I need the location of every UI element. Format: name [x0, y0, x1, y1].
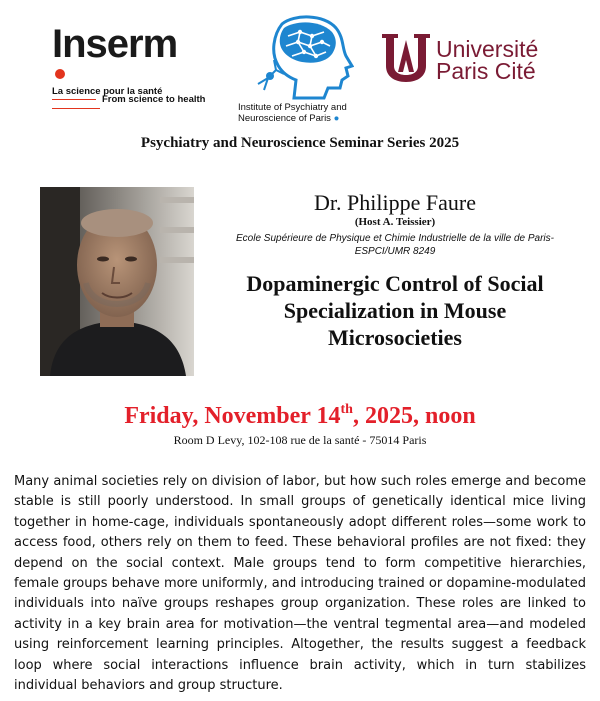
affiliation-line2: ESPCI/UMR 8249 — [354, 246, 436, 257]
inserm-dot-icon — [55, 69, 65, 79]
ipnp-name-line2: Neuroscience of Paris — [238, 113, 331, 124]
event-date — [0, 402, 600, 430]
talk-title-line3: Microsocieties — [328, 325, 462, 350]
upc-wordmark — [436, 38, 538, 82]
date-prefix: Friday, November 14 — [124, 403, 341, 429]
upc-emblem-icon — [378, 32, 434, 84]
talk-title-line2: Specialization in Mouse — [283, 298, 507, 323]
inserm-tagline-fr: La science pour la santé — [52, 86, 163, 97]
event-venue: Room D Levy, 102-108 rue de la santé - 75014 Paris — [173, 433, 427, 447]
speaker-name: Dr. Philippe Faure — [314, 190, 476, 215]
brain-head-icon — [254, 14, 354, 100]
date-suffix: , 2025, noon — [352, 403, 476, 429]
date-ordinal: th — [340, 402, 353, 417]
host-line: (Host A. Teissier) — [354, 216, 436, 228]
speaker-affiliation — [210, 232, 580, 258]
inserm-rule — [52, 108, 100, 109]
ipnp-name-line1: Institute of Psychiatry and — [238, 102, 347, 113]
talk-title — [210, 270, 580, 351]
ipnp-name — [238, 102, 347, 124]
upc-wordmark-line2: Paris Cité — [436, 58, 536, 84]
ipnp-logo — [232, 14, 372, 124]
abstract-text: Many animal societies rely on division of labor, but how such roles emerge and become stable is still poorly understood. In small groups of genetically identical mice living together in home-cage, individuals spontaneously adopt different roles—some work to access food, others rely on them to feed. These behavioral profiles are not fixed: they depend on the social context. Male groups tend to form competitive hierarchies, female groups behave more uniformly, and introducing trained or dopamine-modulated individuals into naïve groups reshapes group organization. These roles are linked to activity in a key brain area for motivation—the ventral tegmental area—and modeled using reinforcement learning principles. Altogether, the results suggest a feedback loop where social interactions influence brain activity, which in turn stabilizes individual behaviors and group structure. — [14, 474, 586, 694]
universite-paris-cite-logo — [378, 32, 558, 92]
series-title: Psychiatry and Neuroscience Seminar Series 2025 — [140, 135, 460, 151]
inserm-logo — [52, 22, 206, 114]
ipnp-dot-icon: ● — [333, 113, 340, 124]
speaker-photo — [40, 187, 194, 376]
upc-wordmark-line1: Université — [436, 36, 539, 62]
inserm-rule — [52, 99, 96, 100]
inserm-tagline-en: From science to health — [102, 94, 206, 105]
inserm-wordmark: Inserm — [52, 22, 178, 66]
speaker-portrait-icon — [40, 187, 194, 376]
affiliation-line1: Ecole Supérieure de Physique et Chimie Industrielle de la ville de Paris- — [236, 233, 554, 244]
talk-title-line1: Dopaminergic Control of Social — [246, 271, 544, 296]
